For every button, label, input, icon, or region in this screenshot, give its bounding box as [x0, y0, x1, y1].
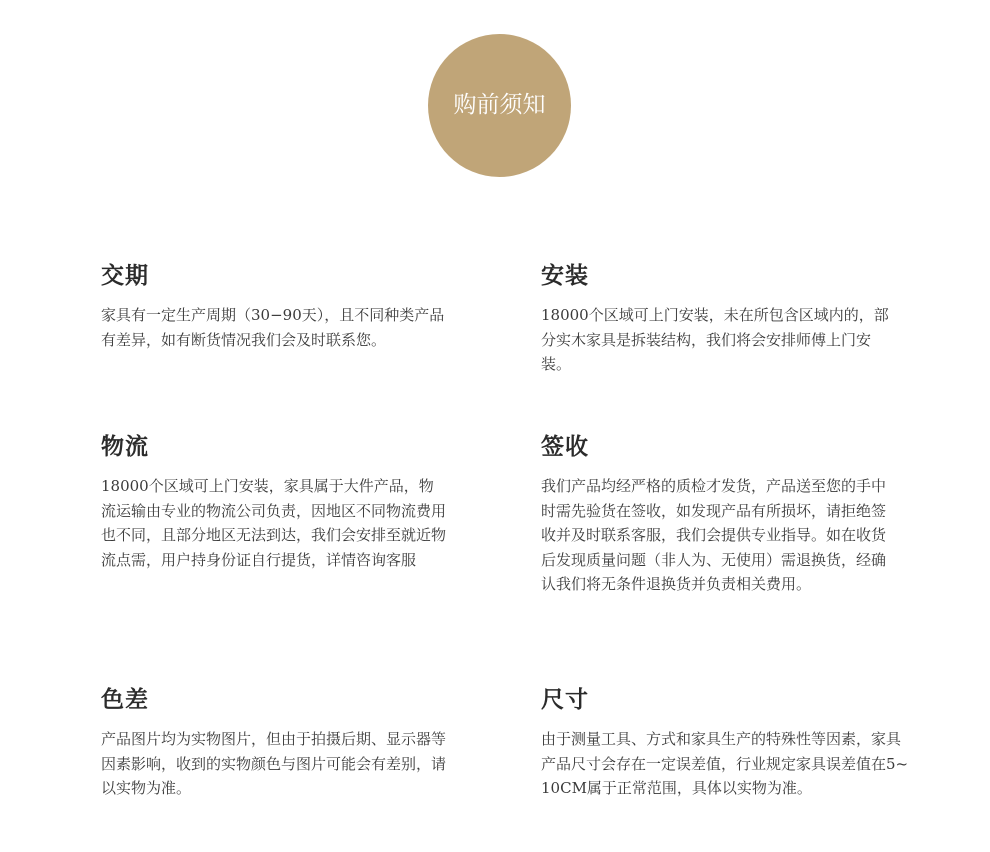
section-logistics: [101, 432, 446, 572]
header-badge: [428, 34, 571, 177]
section-body: 我们产品均经严格的质检才发货，产品送至您的手中时需先验货在签收，如发现产品有所损坏，请拒绝签收并及时联系客服，我们会提供专业指导。如在收货后发现质量问题（非人为、无使用）需退换货，经确认我们将无条件退换货并负责相关费用。: [541, 477, 887, 593]
section-title: 安装: [541, 262, 589, 289]
section-body: 家具有一定生产周期（30−90天），且不同种类产品有差异，如有断货情况我们会及时联系您。: [101, 306, 445, 349]
section-body: 由于测量工具、方式和家具生产的特殊性等因素，家具产品尺寸会存在一定误差值，行业规定家具误差值在5~10CM属于正常范围，具体以实物为准。: [541, 730, 909, 797]
section-delivery-time: [101, 261, 446, 352]
section-title: 色差: [101, 686, 149, 713]
section-dimensions: [541, 685, 911, 801]
section-title: 交期: [101, 262, 149, 289]
section-installation: [541, 261, 896, 377]
section-color-difference: [101, 685, 456, 801]
section-title: 签收: [541, 433, 589, 460]
section-title: 物流: [101, 433, 149, 460]
section-body: 18000个区域可上门安装，未在所包含区域内的，部分实木家具是拆装结构，我们将会安排师傅上门安装。: [541, 306, 889, 373]
page-title: 购前须知: [453, 92, 546, 118]
section-title: 尺寸: [541, 686, 589, 713]
section-receipt: [541, 432, 896, 597]
section-body: 产品图片均为实物图片，但由于拍摄后期、显示器等因素影响，收到的实物颜色与图片可能会有差别，请以实物为准。: [101, 730, 447, 797]
section-body: 18000个区域可上门安装，家具属于大件产品，物流运输由专业的物流公司负责，因地区不同物流费用也不同，且部分地区无法到达，我们会安排至就近物流点需，用户持身份证自行提货，详情咨询客服: [101, 477, 447, 569]
